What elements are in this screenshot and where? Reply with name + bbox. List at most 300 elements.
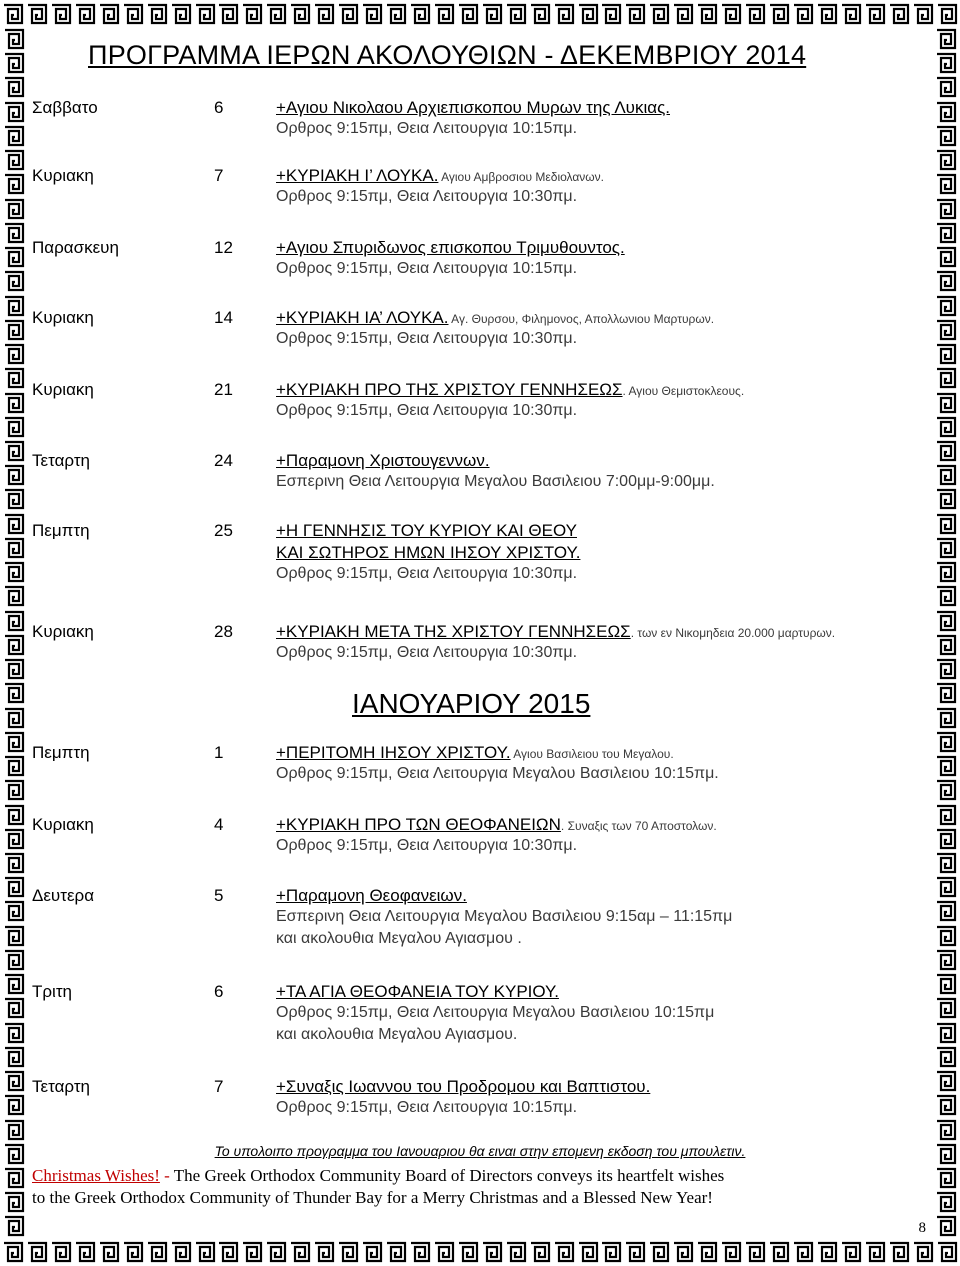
wishes-line-1: [32, 1165, 724, 1187]
service-times: Ορθρος 9:15πμ, Θεια Λειτουργια 10:30πμ.: [276, 837, 578, 854]
meander-key-icon: [600, 1241, 622, 1263]
entry-line: [32, 1099, 912, 1121]
meander-key-icon: [744, 3, 766, 25]
entry-title: +ΚΥΡΙΑΚΗ ΙΑ’ ΛΟΥΚΑ.: [276, 308, 449, 327]
meander-key-icon: [3, 416, 25, 438]
meander-key-icon: [3, 634, 25, 656]
meander-key-icon: [935, 682, 957, 704]
meander-key-icon: [122, 1241, 144, 1263]
entry-description: [276, 1077, 650, 1097]
meander-key-icon: [935, 52, 957, 74]
meander-key-icon: [3, 343, 25, 365]
service-times: και ακολουθια Μεγαλου Αγιασμου .: [276, 930, 522, 947]
meander-key-icon: [170, 3, 192, 25]
meander-key-icon: [935, 997, 957, 1019]
entry-date: 14: [214, 308, 233, 327]
meander-key-icon: [3, 610, 25, 632]
meander-key-icon: [529, 3, 551, 25]
meander-key-icon: [720, 1241, 742, 1263]
entry-saint: Αγιου Βασιλειου του Μεγαλου.: [510, 747, 674, 761]
meander-key-icon: [648, 1241, 670, 1263]
meander-key-icon: [3, 125, 25, 147]
meander-key-icon: [3, 1167, 25, 1189]
entry-title-cont: ΚΑΙ ΣΩΤΗΡΟΣ ΗΜΩΝ ΙΗΣΟΥ ΧΡΙΣΤΟΥ.: [276, 543, 581, 562]
entry-date: 21: [214, 380, 233, 399]
meander-key-icon: [553, 1241, 575, 1263]
meander-key-icon: [792, 3, 814, 25]
meander-key-icon: [672, 3, 694, 25]
schedule-entry: [32, 622, 912, 666]
meander-key-icon: [935, 707, 957, 729]
meander-key-icon: [3, 246, 25, 268]
meander-key-icon: [385, 3, 407, 25]
meander-key-icon: [3, 561, 25, 583]
meander-key-icon: [361, 3, 383, 25]
meander-key-icon: [3, 900, 25, 922]
entry-line: [32, 908, 912, 930]
meander-key-icon: [672, 1241, 694, 1263]
meander-key-icon: [241, 1241, 263, 1263]
service-times: Ορθρος 9:15πμ, Θεια Λειτουργια 10:30πμ.: [276, 644, 578, 661]
meander-key-icon: [74, 1241, 96, 1263]
christmas-wishes: [32, 1165, 724, 1209]
meander-key-icon: [313, 3, 335, 25]
entry-line: [32, 166, 912, 188]
meander-key-icon: [3, 1022, 25, 1044]
entry-day: Τεταρτη: [32, 1077, 90, 1096]
entry-title: +Παραμονη Θεοφανειων.: [276, 886, 467, 905]
entry-day: Κυριακη: [32, 166, 94, 185]
meander-key-icon: [768, 3, 790, 25]
meander-key-icon: [935, 1191, 957, 1213]
meander-key-icon: [935, 949, 957, 971]
schedule-entry: [32, 308, 912, 352]
entry-title: +ΤΑ ΑΓΙΑ ΘΕΟΦΑΝΕΙΑ ΤΟΥ ΚΥΡΙΟΥ.: [276, 982, 559, 1001]
entry-line: [32, 380, 912, 402]
entry-title: +ΚΥΡΙΑΚΗ ΜΕΤΑ ΤΗΣ ΧΡΙΣΤΟΥ ΓΕΝΝΗΣΕΩΣ: [276, 622, 631, 641]
entry-line: [32, 982, 912, 1004]
schedule-entry: [32, 451, 912, 495]
entry-line: [32, 260, 912, 282]
meander-key-icon: [265, 3, 287, 25]
meander-key-icon: [3, 488, 25, 510]
meander-key-icon: [3, 1215, 25, 1237]
entry-title: +ΚΥΡΙΑΚΗ ΠΡΟ ΤΩΝ ΘΕΟΦΑΝΕΙΩΝ: [276, 815, 561, 834]
meander-key-icon: [935, 513, 957, 535]
meander-key-icon: [935, 731, 957, 753]
meander-key-icon: [529, 1241, 551, 1263]
schedule-entry: [32, 982, 912, 1048]
meander-key-icon: [935, 222, 957, 244]
meander-key-icon: [3, 464, 25, 486]
service-times: Ορθρος 9:15πμ, Θεια Λειτουργια Μεγαλου Βασιλειου 10:15πμ.: [276, 765, 719, 782]
meander-key-icon: [935, 804, 957, 826]
meander-key-icon: [3, 1119, 25, 1141]
entry-day: Κυριακη: [32, 815, 94, 834]
entry-line: [32, 120, 912, 142]
meander-key-icon: [3, 537, 25, 559]
entry-day: Σαββατο: [32, 98, 98, 117]
meander-key-icon: [912, 3, 934, 25]
entry-line: [32, 308, 912, 330]
meander-key-icon: [935, 1167, 957, 1189]
entry-saint: . Αγιου Θεμιστοκλεους.: [622, 384, 745, 398]
entry-date: 7: [214, 1077, 224, 1096]
wishes-text-1: The Greek Orthodox Community Board of Directors conveys its heartfelt wishes: [173, 1166, 725, 1185]
entry-title: +Αγιου Σπυριδωνος επισκοπου Τριμυθουντος.: [276, 238, 625, 257]
meander-key-icon: [289, 3, 311, 25]
meander-key-icon: [217, 1241, 239, 1263]
meander-key-icon: [457, 1241, 479, 1263]
meander-key-icon: [935, 561, 957, 583]
entry-description: [276, 166, 604, 186]
meander-key-icon: [505, 3, 527, 25]
entry-line: [32, 1004, 912, 1026]
entry-day: Κυριακη: [32, 308, 94, 327]
meander-key-icon: [3, 76, 25, 98]
wishes-line-2: to the Greek Orthodox Community of Thunder Bay for a Merry Christmas and a Blessed New Year!: [32, 1188, 713, 1207]
entry-day: Δευτερα: [32, 886, 95, 905]
meander-key-icon: [3, 1191, 25, 1213]
meander-key-icon: [864, 1241, 886, 1263]
meander-key-icon: [936, 1241, 958, 1263]
entry-description: [276, 238, 625, 258]
meander-key-icon: [481, 3, 503, 25]
schedule-entry: [32, 886, 912, 952]
meander-key-icon: [3, 925, 25, 947]
entry-description: [276, 982, 559, 1002]
meander-key-icon: [624, 3, 646, 25]
meander-key-icon: [935, 416, 957, 438]
meander-key-icon: [744, 1241, 766, 1263]
meander-key-icon: [433, 1241, 455, 1263]
meander-key-icon: [3, 513, 25, 535]
meander-key-icon: [935, 925, 957, 947]
meander-key-icon: [3, 440, 25, 462]
meander-key-icon: [648, 3, 670, 25]
meander-key-icon: [265, 1241, 287, 1263]
meander-key-icon: [2, 1241, 24, 1263]
meander-key-icon: [720, 3, 742, 25]
meander-key-icon: [888, 3, 910, 25]
meander-key-icon: [3, 755, 25, 777]
meander-key-icon: [935, 537, 957, 559]
meander-key-icon: [337, 1241, 359, 1263]
meander-key-icon: [457, 3, 479, 25]
meander-key-icon: [935, 367, 957, 389]
entry-date: 12: [214, 238, 233, 257]
meander-key-icon: [3, 28, 25, 50]
meander-key-icon: [935, 125, 957, 147]
service-times: Ορθρος 9:15πμ, Θεια Λειτουργια Μεγαλου Βασιλειου 10:15πμ: [276, 1004, 715, 1021]
meander-key-icon: [146, 1241, 168, 1263]
entry-line: [32, 565, 912, 587]
meander-key-icon: [194, 3, 216, 25]
entry-saint: Αγιου Αμβροσιου Μεδιολανων.: [438, 170, 605, 184]
entry-line: [32, 1026, 912, 1048]
january-heading: ΙΑΝΟΥΑΡΙΟΥ 2015: [352, 688, 591, 719]
meander-key-icon: [74, 3, 96, 25]
meander-key-icon: [696, 1241, 718, 1263]
meander-key-icon: [3, 198, 25, 220]
meander-key-icon: [3, 973, 25, 995]
schedule-entry: [32, 380, 912, 424]
meander-key-icon: [3, 52, 25, 74]
meander-key-icon: [3, 828, 25, 850]
meander-key-icon: [935, 464, 957, 486]
entry-line: [32, 238, 912, 260]
entry-line: [32, 930, 912, 952]
entry-date: 24: [214, 451, 233, 470]
entry-description: [276, 622, 835, 642]
meander-border-top: [0, 0, 960, 28]
service-times: Ορθρος 9:15πμ, Θεια Λειτουργια 10:15πμ.: [276, 1099, 578, 1116]
meander-key-icon: [840, 3, 862, 25]
meander-key-icon: [935, 1070, 957, 1092]
schedule-entry: [32, 166, 912, 210]
entry-line: [32, 543, 912, 565]
meander-key-icon: [553, 3, 575, 25]
meander-key-icon: [696, 3, 718, 25]
meander-key-icon: [50, 3, 72, 25]
meander-border-left: [0, 28, 28, 1238]
meander-key-icon: [935, 828, 957, 850]
meander-key-icon: [600, 3, 622, 25]
meander-key-icon: [792, 1241, 814, 1263]
entry-date: 7: [214, 166, 224, 185]
entry-line: [32, 837, 912, 859]
entry-description: [276, 521, 577, 541]
entry-line: [32, 886, 912, 908]
meander-key-icon: [289, 1241, 311, 1263]
entry-description: [276, 380, 744, 400]
meander-key-icon: [816, 1241, 838, 1263]
meander-key-icon: [385, 1241, 407, 1263]
wishes-label: Christmas Wishes!: [32, 1166, 160, 1185]
meander-key-icon: [3, 997, 25, 1019]
entry-day: Τριτη: [32, 982, 73, 1001]
meander-key-icon: [935, 488, 957, 510]
meander-key-icon: [624, 1241, 646, 1263]
entry-date: 6: [214, 982, 224, 1001]
meander-key-icon: [936, 3, 958, 25]
entry-date: 4: [214, 815, 224, 834]
entry-description: [276, 743, 674, 763]
service-times: Ορθρος 9:15πμ, Θεια Λειτουργια 10:15πμ.: [276, 120, 578, 137]
schedule-entry: [32, 743, 912, 787]
entry-date: 25: [214, 521, 233, 540]
meander-key-icon: [935, 392, 957, 414]
meander-key-icon: [935, 76, 957, 98]
meander-border-right: [932, 28, 960, 1238]
entry-day: Τεταρτη: [32, 451, 90, 470]
meander-key-icon: [3, 731, 25, 753]
meander-key-icon: [935, 1022, 957, 1044]
meander-key-icon: [481, 1241, 503, 1263]
meander-key-icon: [935, 658, 957, 680]
entry-day: Κυριακη: [32, 622, 94, 641]
meander-key-icon: [888, 1241, 910, 1263]
entry-description: [276, 886, 467, 906]
meander-key-icon: [3, 295, 25, 317]
entry-line: [32, 743, 912, 765]
entry-description: [276, 308, 714, 328]
entry-title: +Παραμονη Χριστουγεννων.: [276, 451, 490, 470]
meander-key-icon: [313, 1241, 335, 1263]
entry-line: [32, 521, 912, 543]
meander-key-icon: [935, 634, 957, 656]
meander-key-icon: [433, 3, 455, 25]
meander-key-icon: [170, 1241, 192, 1263]
meander-key-icon: [2, 3, 24, 25]
entry-line: [32, 1077, 912, 1099]
meander-key-icon: [50, 1241, 72, 1263]
meander-key-icon: [98, 3, 120, 25]
meander-key-icon: [935, 343, 957, 365]
meander-key-icon: [935, 270, 957, 292]
service-times: Ορθρος 9:15πμ, Θεια Λειτουργια 10:30πμ.: [276, 330, 578, 347]
meander-key-icon: [3, 149, 25, 171]
service-times: Ορθρος 9:15πμ, Θεια Λειτουργια 10:30πμ.: [276, 565, 578, 582]
meander-key-icon: [3, 319, 25, 341]
service-times: Ορθρος 9:15πμ, Θεια Λειτουργια 10:30πμ.: [276, 402, 578, 419]
meander-key-icon: [409, 1241, 431, 1263]
meander-key-icon: [935, 876, 957, 898]
meander-key-icon: [3, 876, 25, 898]
meander-key-icon: [935, 440, 957, 462]
meander-key-icon: [337, 3, 359, 25]
service-times: Εσπερινη Θεια Λειτουργια Μεγαλου Βασιλειου 7:00μμ-9:00μμ.: [276, 473, 715, 490]
meander-key-icon: [935, 246, 957, 268]
meander-key-icon: [935, 779, 957, 801]
meander-key-icon: [98, 1241, 120, 1263]
meander-key-icon: [816, 3, 838, 25]
meander-key-icon: [3, 392, 25, 414]
meander-key-icon: [864, 3, 886, 25]
meander-key-icon: [3, 779, 25, 801]
meander-key-icon: [3, 1070, 25, 1092]
meander-key-icon: [3, 949, 25, 971]
entry-line: [32, 98, 912, 120]
schedule-entry: [32, 521, 912, 587]
meander-key-icon: [26, 1241, 48, 1263]
meander-key-icon: [217, 3, 239, 25]
page-title: ΠΡΟΓΡΑΜΜΑ ΙΕΡΩΝ ΑΚΟΛΟΥΘΙΩΝ - ΔΕΚΕΜΒΡΙΟΥ 2014: [88, 40, 807, 70]
entry-date: 1: [214, 743, 224, 762]
entry-saint: Αγ. Θυρσου, Φιλημονος, Απολλωνιου Μαρτυρων.: [448, 312, 715, 326]
meander-key-icon: [935, 610, 957, 632]
meander-key-icon: [3, 1094, 25, 1116]
meander-key-icon: [768, 1241, 790, 1263]
entry-title: +Αγιου Νικολαου Αρχιεπισκοπου Μυρων της Λυκιας.: [276, 98, 670, 117]
schedule-entry: [32, 1077, 912, 1121]
schedule-entry: [32, 98, 912, 142]
entry-line: [32, 622, 912, 644]
meander-key-icon: [935, 295, 957, 317]
meander-key-icon: [3, 804, 25, 826]
entry-day: Παρασκευη: [32, 238, 119, 257]
service-times: Εσπερινη Θεια Λειτουργια Μεγαλου Βασιλειου 9:15αμ – 11:15πμ: [276, 908, 733, 925]
meander-key-icon: [3, 658, 25, 680]
meander-key-icon: [935, 1119, 957, 1141]
meander-key-icon: [912, 1241, 934, 1263]
entry-description: [276, 451, 490, 471]
meander-key-icon: [935, 900, 957, 922]
entry-day: Κυριακη: [32, 380, 94, 399]
meander-key-icon: [935, 585, 957, 607]
meander-key-icon: [577, 1241, 599, 1263]
entry-title: +Συναξις Ιωαννου του Προδρομου και Βαπτιστου.: [276, 1077, 651, 1096]
footer-note: Το υπολοιπο προγραμμα του Ιανουαριου θα ειναι στην επομενη εκδοση του μπουλετιν.: [214, 1143, 746, 1159]
entry-line: [32, 473, 912, 495]
entry-date: 5: [214, 886, 224, 905]
entry-saint: . των εν Νικομηδεια 20.000 μαρτυρων.: [630, 626, 836, 640]
meander-key-icon: [935, 101, 957, 123]
meander-key-icon: [577, 3, 599, 25]
page-number: 8: [918, 1220, 926, 1236]
schedule-entry: [32, 238, 912, 282]
schedule-entry: [32, 815, 912, 859]
entry-title: +ΚΥΡΙΑΚΗ ΠΡΟ ΤΗΣ ΧΡΙΣΤΟΥ ΓΕΝΝΗΣΕΩΣ: [276, 380, 623, 399]
meander-key-icon: [146, 3, 168, 25]
entry-line: [32, 330, 912, 352]
meander-key-icon: [935, 1094, 957, 1116]
meander-border-bottom: [0, 1238, 960, 1266]
entry-day: Πεμπτη: [32, 743, 90, 762]
entry-line: [32, 644, 912, 666]
meander-key-icon: [3, 367, 25, 389]
wishes-dash: -: [159, 1166, 174, 1185]
meander-key-icon: [361, 1241, 383, 1263]
meander-key-icon: [3, 585, 25, 607]
meander-key-icon: [935, 1215, 957, 1237]
meander-key-icon: [935, 755, 957, 777]
meander-key-icon: [935, 973, 957, 995]
entry-title: +ΠΕΡΙΤΟΜΗ ΙΗΣΟΥ ΧΡΙΣΤΟΥ.: [276, 743, 511, 762]
meander-key-icon: [840, 1241, 862, 1263]
entry-title: +ΚΥΡΙΑΚΗ Ι’ ΛΟΥΚΑ.: [276, 166, 439, 185]
entry-line: [32, 815, 912, 837]
meander-key-icon: [935, 1046, 957, 1068]
meander-key-icon: [194, 1241, 216, 1263]
service-times: και ακολουθια Μεγαλου Αγιασμου.: [276, 1026, 518, 1043]
meander-key-icon: [935, 173, 957, 195]
entry-line: [32, 765, 912, 787]
entry-saint: . Συναξις των 70 Αποστολων.: [560, 819, 717, 833]
meander-key-icon: [935, 149, 957, 171]
meander-key-icon: [935, 198, 957, 220]
entry-day: Πεμπτη: [32, 521, 90, 540]
meander-key-icon: [3, 707, 25, 729]
meander-key-icon: [241, 3, 263, 25]
entry-description: [276, 98, 670, 118]
entry-date: 28: [214, 622, 233, 641]
service-times: Ορθρος 9:15πμ, Θεια Λειτουργια 10:30πμ.: [276, 188, 578, 205]
meander-key-icon: [3, 852, 25, 874]
meander-key-icon: [122, 3, 144, 25]
meander-key-icon: [3, 270, 25, 292]
entry-date: 6: [214, 98, 224, 117]
entry-title: +Η ΓΕΝΝΗΣΙΣ ΤΟΥ ΚΥΡΙΟΥ ΚΑΙ ΘΕΟΥ: [276, 521, 577, 540]
meander-key-icon: [505, 1241, 527, 1263]
meander-key-icon: [3, 682, 25, 704]
entry-description: [276, 815, 717, 835]
meander-key-icon: [3, 101, 25, 123]
meander-key-icon: [935, 852, 957, 874]
meander-key-icon: [3, 222, 25, 244]
meander-key-icon: [26, 3, 48, 25]
meander-key-icon: [3, 1046, 25, 1068]
